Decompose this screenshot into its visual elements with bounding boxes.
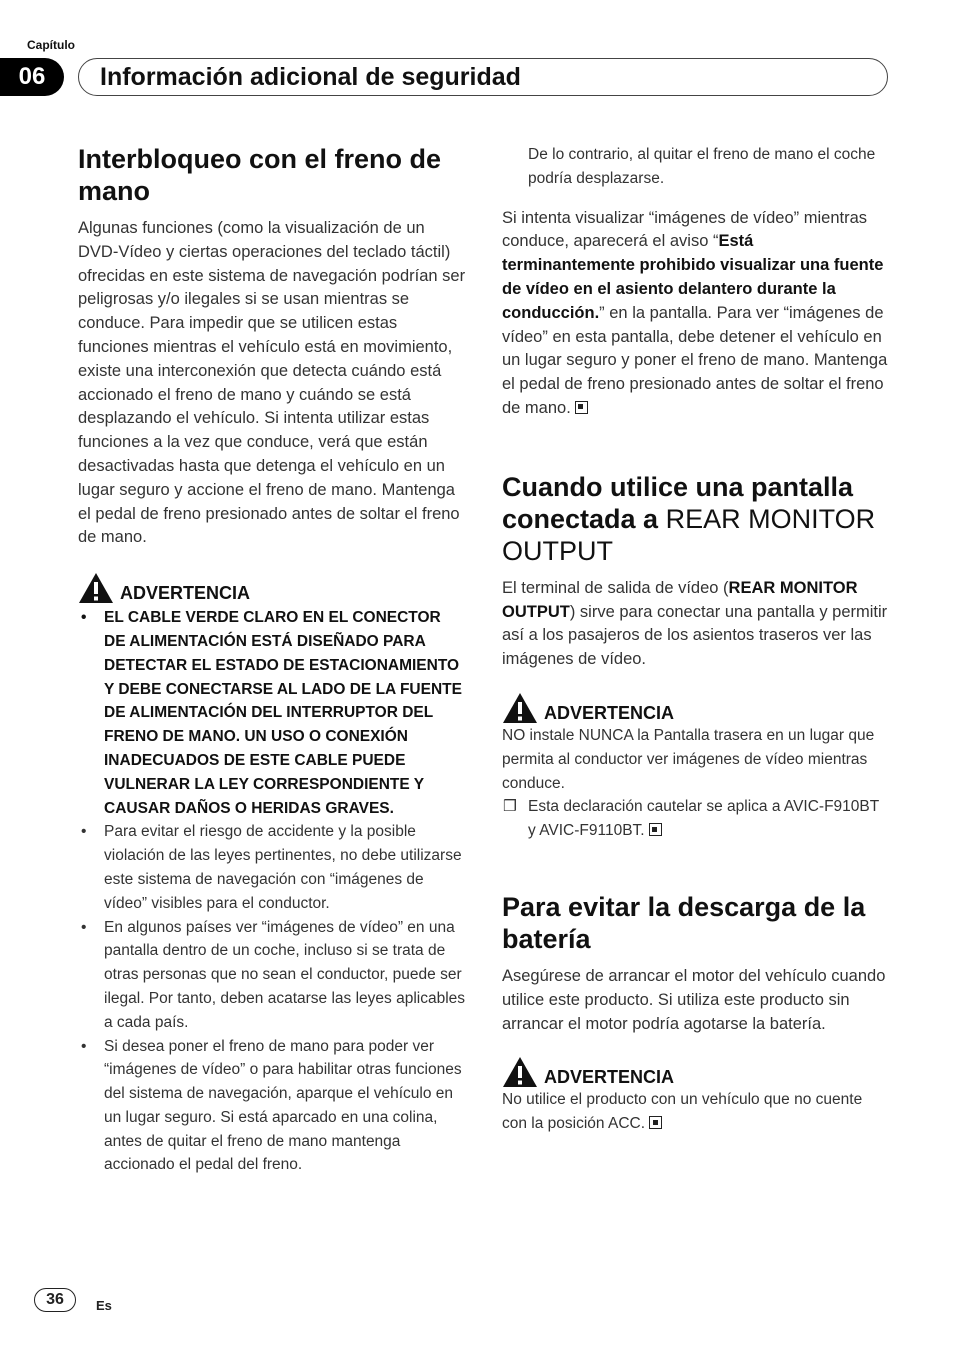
- section-body-rear-monitor: El terminal de salida de vídeo (REAR MONITOR OUTPUT) sirve para conectar una pantalla y permitir así a los pasajeros de los asientos traseros ver las imágenes de vídeo.: [502, 578, 888, 669]
- warning-title: ADVERTENCIA: [544, 1067, 675, 1088]
- chapter-title: Información adicional de seguridad: [100, 63, 521, 91]
- section-body-handbrake: Algunas funciones (como la visualización de un DVD-Vídeo y ciertas operaciones del teclado táctil) ofrecidas en este sistema de navegación podrían ser peligrosas y/o ilegales si se usan mientras se conduce. Para impedir que se utilicen estas funciones mientras el vehículo está en movimiento, existe una interconexión que detecta cuándo está accionado el freno de mano y cuándo se está desplazando el vehículo. Si intenta utilizar estas funciones a la vez que conduce, verá que están desactivadas hasta que detenga el vehículo en un lugar seguro y accione el freno de mano. Mantenga el pedal de freno presionado antes de soltar el freno de mano.: [78, 219, 466, 547]
- warning-icon: [502, 1056, 538, 1088]
- continuation-text: De lo contrario, al quitar el freno de mano el coche podría desplazarse.: [528, 146, 876, 187]
- warning-icon: [502, 692, 538, 724]
- section-title-rear-monitor: Cuando utilice una pantalla conectada a REAR MONITOR OUTPUT: [502, 471, 876, 566]
- note-item: ❒ Esta declaración cautelar se aplica a AVIC-F910BT y AVIC-F9110BT.: [502, 795, 890, 843]
- page-number: 36: [34, 1288, 76, 1312]
- warning-bullet-list: [78, 606, 466, 1177]
- video-warning-paragraph: Si intenta visualizar “imágenes de vídeo” mientras conduce, aparecerá el aviso “Está terminantemente prohibido visualizar una fuente de vídeo en el asiento delantero durante la conducción.” en la pantalla. Para ver “imágenes de vídeo” en esta pantalla, debe detener el vehículo en un lugar seguro y poner el freno de mano. Mantenga el pedal de freno presionado antes de soltar el freno de mano.: [502, 208, 888, 417]
- end-mark-icon: [649, 823, 662, 836]
- warning-heading: [502, 1056, 890, 1088]
- warning-heading: [502, 692, 890, 724]
- language-code: Es: [96, 1298, 112, 1313]
- list-item: • Si desea poner el freno de mano para poder ver “imágenes de vídeo” o para habilitar otras funciones del sistema de navegación, aparque el vehículo en un lugar seguro. Si está aparcado en una colina, antes de quitar el freno de mano mantenga accionado el pedal del freno.: [81, 1037, 462, 1174]
- warning-heading: [78, 572, 466, 604]
- warning-body-battery: No utilice el producto con un vehículo que no cuente con la posición ACC.: [502, 1091, 863, 1133]
- chapter-label: Capítulo: [27, 38, 75, 52]
- list-item: • En algunos países ver “imágenes de vídeo” en una pantalla dentro de un coche, incluso si se trata de otras personas que no sean el conductor, puede ser ilegal. Por tanto, deben acatarse las leyes aplicables a cada país.: [81, 918, 466, 1031]
- warning-body-rear-monitor: NO instale NUNCA la Pantalla trasera en un lugar que permita al conductor ver imágenes de vídeo mientras conduce.: [502, 726, 875, 792]
- list-item: • EL CABLE VERDE CLARO EN EL CONECTOR DE ALIMENTACIÓN ESTÁ DISEÑADO PARA DETECTAR EL ESTADO DE ESTACIONAMIENTO Y DEBE CONECTARSE AL LADO DE LA FUENTE DE ALIMENTACIÓN DEL INTERRUPTOR DEL FRENO DE MANO. UN USO O CONEXIÓN INADECUADOS DE ESTE CABLE PUEDE VULNERAR LA LEY CORRESPONDIENTE Y CAUSAR DAÑOS O HERIDAS GRAVES.: [81, 609, 462, 817]
- left-column: [78, 143, 466, 1177]
- section-title-battery: Para evitar la descarga de la batería: [502, 891, 866, 954]
- warning-title: ADVERTENCIA: [120, 583, 251, 604]
- end-mark-icon: [575, 401, 588, 414]
- chapter-number-badge: 06: [0, 58, 64, 96]
- section-body-battery: Asegúrese de arrancar el motor del vehículo cuando utilice este producto. Si utiliza este producto sin arrancar el motor podría agotarse la batería.: [502, 966, 886, 1033]
- right-column: [502, 143, 890, 1136]
- end-mark-icon: [649, 1116, 662, 1129]
- warning-title: ADVERTENCIA: [544, 702, 675, 723]
- warning-icon: [78, 572, 114, 604]
- checkbox-bullet-icon: ❒: [503, 798, 517, 816]
- section-title-handbrake: Interbloqueo con el freno de mano: [78, 144, 442, 206]
- list-item: • Para evitar el riesgo de accidente y la posible violación de las leyes pertinentes, no debe utilizarse este sistema de navegación con “imágenes de vídeo” visibles para el conductor.: [81, 823, 462, 912]
